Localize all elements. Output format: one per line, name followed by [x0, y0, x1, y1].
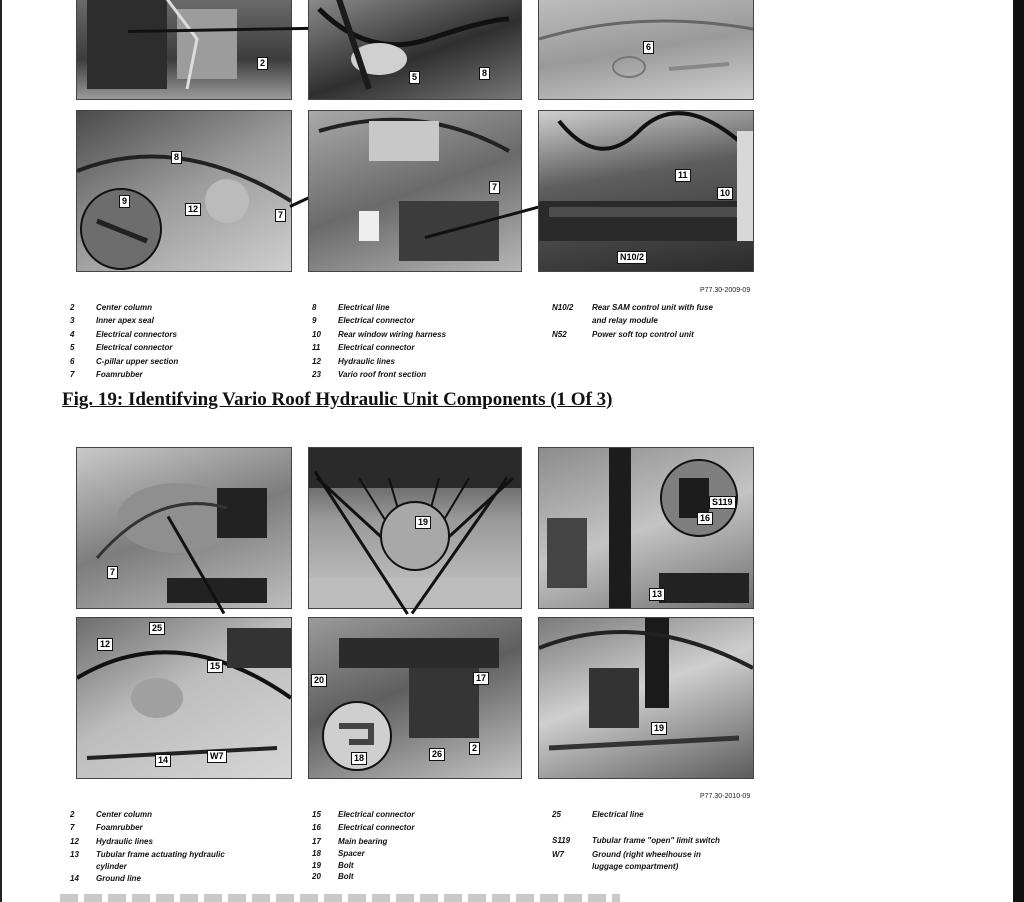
- callout-s119: S119: [709, 496, 736, 509]
- cropped-next-caption: [60, 894, 620, 902]
- legend-column-3: [552, 301, 713, 341]
- legend-item: 2 Center column: [70, 810, 153, 819]
- legend-item: 15 Electrical connector: [312, 810, 415, 819]
- callout-5: 5: [409, 71, 420, 84]
- legend-item-continued: luggage compartment): [592, 862, 679, 872]
- page-left-edge: [0, 0, 2, 902]
- legend-item: 18 Spacer: [312, 849, 365, 859]
- legend-item: 14 Ground line: [70, 873, 141, 883]
- callout-7: 7: [275, 209, 286, 222]
- callout-8: 8: [479, 67, 490, 80]
- callout-17: 17: [473, 672, 489, 685]
- legend-column-3: [552, 808, 720, 872]
- callout-10: 10: [717, 187, 733, 200]
- legend-item: 19 Bolt: [312, 861, 354, 871]
- legend-column-1: [70, 301, 178, 381]
- callout-14: 14: [155, 754, 171, 767]
- callout-16: 16: [697, 512, 713, 525]
- callout-6: 6: [643, 41, 654, 54]
- legend-column-2: [312, 808, 414, 883]
- photo-top-middle-lower: [308, 110, 522, 272]
- legend-column-1: [70, 808, 225, 885]
- legend-item: 16 Electrical connector: [312, 823, 415, 833]
- callout-20: 20: [311, 674, 327, 687]
- figure-caption: Fig. 19: Identifving Vario Roof Hydraulic Unit Components (1 Of 3): [62, 389, 613, 410]
- photo-top-middle: [308, 0, 522, 100]
- photo-top-right-lower: [538, 110, 754, 272]
- legend-spacer: [552, 821, 720, 834]
- callout-15: 15: [207, 660, 223, 673]
- callout-13: 13: [649, 588, 665, 601]
- legend-item: 12 Hydraulic lines: [70, 836, 153, 846]
- legend-item: S119 Tubular frame "open" limit switch: [552, 836, 720, 846]
- callout-12: 12: [185, 203, 201, 216]
- figure-code: P77.30-2009-09: [700, 287, 751, 294]
- callout-19: 19: [651, 722, 667, 735]
- callout-18: 18: [351, 752, 367, 765]
- legend-item: 7 Foamrubber: [70, 370, 143, 380]
- callout-25: 25: [149, 622, 165, 635]
- callout-7: 7: [107, 566, 118, 579]
- legend-item: 10 Rear window wiring harness: [312, 329, 447, 339]
- callout-n10-2: N10/2: [617, 251, 647, 264]
- photo-bottom-2: [308, 447, 522, 609]
- legend-item: 6 C-pillar upper section: [70, 356, 179, 366]
- photo-top-right: [538, 0, 754, 100]
- legend-item: 5 Electrical connector: [70, 343, 173, 353]
- legend-item: N10/2 Rear SAM control unit with fuse: [552, 303, 713, 312]
- legend-item: 11 Electrical connector: [312, 343, 415, 353]
- legend-item-continued: and relay module: [592, 316, 658, 326]
- photo-bottom-5: [308, 617, 522, 779]
- callout-8: 8: [171, 151, 182, 164]
- photo-bottom-3: [538, 447, 754, 609]
- photo-top-left-lower: [76, 110, 292, 272]
- legend-item: 13 Tubular frame actuating hydraulic: [70, 850, 225, 860]
- photo-bottom-4: [76, 617, 292, 779]
- legend-item: 17 Main bearing: [312, 836, 388, 846]
- legend-item: 23 Vario roof front section: [312, 370, 427, 380]
- legend-item: 25 Electrical line: [552, 810, 644, 819]
- legend-item: 8 Electrical line: [312, 303, 390, 312]
- callout-9: 9: [119, 195, 130, 208]
- viewer-right-border: [1013, 0, 1024, 902]
- callout-w7: W7: [207, 750, 227, 763]
- legend-item: N52 Power soft top control unit: [552, 329, 694, 339]
- callout-12: 12: [97, 638, 113, 651]
- legend-item-continued: cylinder: [96, 861, 127, 871]
- legend-item: 7 Foamrubber: [70, 823, 143, 833]
- legend-item: W7 Ground (right wheelhouse in: [552, 849, 701, 859]
- legend-item: 12 Hydraulic lines: [312, 356, 395, 366]
- callout-26: 26: [429, 748, 445, 761]
- callout-11: 11: [675, 169, 691, 182]
- legend-item: 2 Center column: [70, 303, 153, 312]
- legend-item: 9 Electrical connector: [312, 316, 415, 326]
- photo-bottom-1: [76, 447, 292, 609]
- figure-code: P77.30-2010-09: [700, 793, 751, 800]
- callout-2: 2: [257, 57, 268, 70]
- legend-item: 20 Bolt: [312, 872, 354, 882]
- legend-item: 3 Inner apex seal: [70, 316, 154, 326]
- callout-2: 2: [469, 742, 480, 755]
- callout-19: 19: [415, 516, 431, 529]
- photo-top-left: [76, 0, 292, 100]
- legend-item: 4 Electrical connectors: [70, 329, 177, 339]
- photo-bottom-6: [538, 617, 754, 779]
- callout-7: 7: [489, 181, 500, 194]
- legend-column-2: [312, 301, 446, 381]
